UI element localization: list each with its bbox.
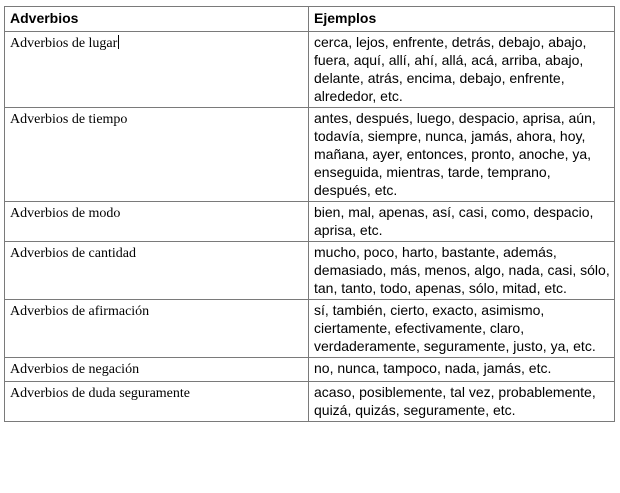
adverb-type-cell: Adverbios de afirmación — [5, 300, 309, 358]
table-row — [5, 202, 615, 242]
adverb-type-text: Adverbios de lugar — [10, 36, 118, 51]
examples-cell: no, nunca, tampoco, nada, jamás, etc. — [309, 358, 615, 382]
table-row — [5, 242, 615, 300]
column-header-ejemplos: Ejemplos — [309, 7, 615, 32]
table-row — [5, 300, 615, 358]
examples-cell: cerca, lejos, enfrente, detrás, debajo, abajo, fuera, aquí, allí, ahí, allá, acá, arriba, abajo, delante, atrás, encima, debajo, enfrente, alrededor, etc. — [309, 32, 615, 108]
adverb-type-cell: Adverbios de cantidad — [5, 242, 309, 300]
table-row — [5, 32, 615, 108]
adverb-type-cell: Adverbios de modo — [5, 202, 309, 242]
table-row — [5, 358, 615, 382]
table-header-row — [5, 7, 615, 32]
examples-cell: antes, después, luego, despacio, aprisa, aún, todavía, siempre, nunca, jamás, ahora, hoy, mañana, ayer, entonces, pronto, anoche, ya, enseguida, mientras, tarde, temprano, después, etc. — [309, 108, 615, 202]
table-row — [5, 382, 615, 422]
examples-cell: mucho, poco, harto, bastante, además, demasiado, más, menos, algo, nada, casi, sólo, tan, tanto, todo, apenas, sólo, mitad, etc. — [309, 242, 615, 300]
examples-cell: acaso, posiblemente, tal vez, probablemente, quizá, quizás, seguramente, etc. — [309, 382, 615, 422]
adverb-type-cell: Adverbios de negación — [5, 358, 309, 382]
adverb-type-cell[interactable] — [5, 32, 309, 108]
table-row — [5, 108, 615, 202]
adverb-type-cell: Adverbios de duda seguramente — [5, 382, 309, 422]
adverb-type-cell: Adverbios de tiempo — [5, 108, 309, 202]
adverbs-table — [4, 6, 615, 422]
examples-cell: bien, mal, apenas, así, casi, como, despacio, aprisa, etc. — [309, 202, 615, 242]
examples-cell: sí, también, cierto, exacto, asimismo, ciertamente, efectivamente, claro, verdaderamente, seguramente, justo, ya, etc. — [309, 300, 615, 358]
column-header-adverbios: Adverbios — [5, 7, 309, 32]
text-cursor — [118, 35, 119, 49]
